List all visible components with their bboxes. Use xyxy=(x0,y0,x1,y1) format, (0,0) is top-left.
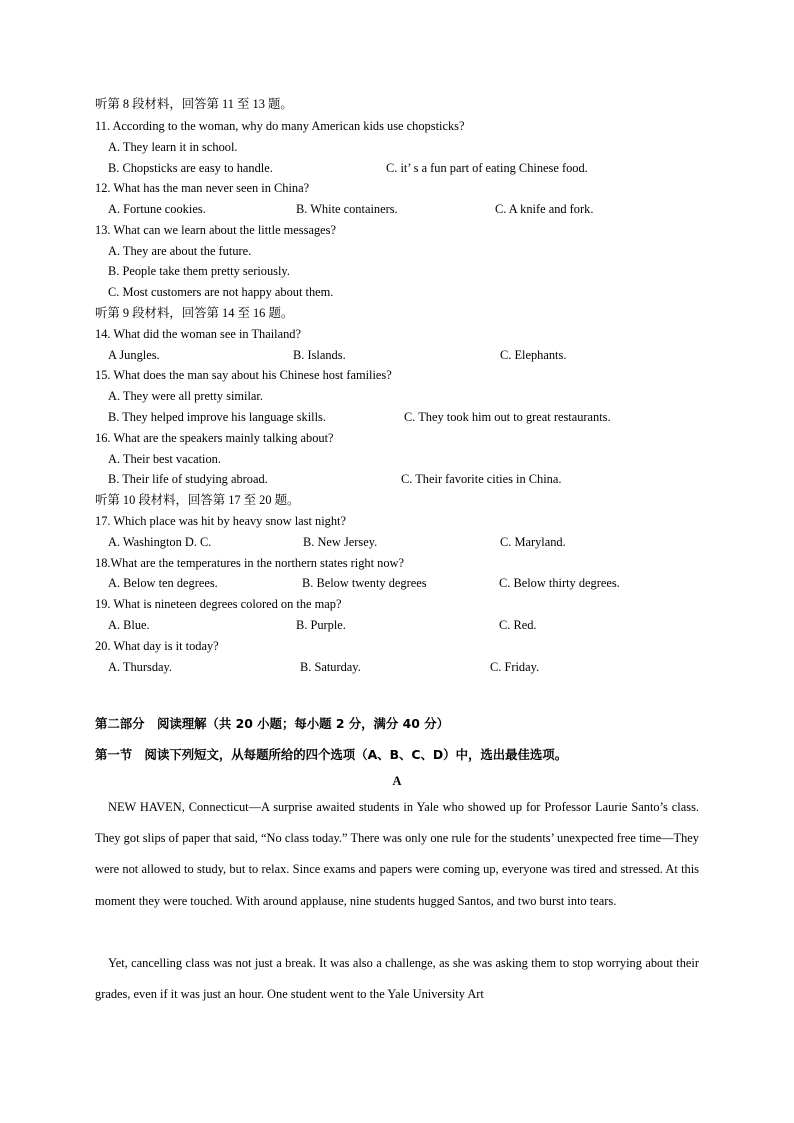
question-13-option-b: B. People take them pretty seriously. xyxy=(108,264,290,278)
question-15-option-a: A. They were all pretty similar. xyxy=(108,389,263,403)
question-11-stem: 11. According to the woman, why do many American kids use chopsticks? xyxy=(95,119,465,133)
section-10-header: 听第 10 段材料，回答第 17 至 20 题。 xyxy=(95,493,300,507)
question-17-option-a: A. Washington D. C. xyxy=(108,535,212,549)
question-16-option-b: B. Their life of studying abroad. xyxy=(108,472,268,486)
question-13-option-a: A. They are about the future. xyxy=(108,244,252,258)
question-11-option-a: A. They learn it in school. xyxy=(108,140,238,154)
question-12-option-a: A. Fortune cookies. xyxy=(108,202,206,216)
question-13-stem: 13. What can we learn about the little messages? xyxy=(95,223,336,237)
passage-paragraph-2-text: Yet, cancelling class was not just a break. It was also a challenge, as she was asking them to stop worrying about their grades, even if it was just an hour. One student went to the Yale University Art xyxy=(95,956,699,1002)
section-8-header: 听第 8 段材料，回答第 11 至 13 题。 xyxy=(95,97,293,111)
question-18-stem: 18.What are the temperatures in the northern states right now? xyxy=(95,556,404,570)
question-12-option-b: B. White containers. xyxy=(296,202,398,216)
question-19-option-a: A. Blue. xyxy=(108,618,150,632)
passage-label: A xyxy=(392,774,402,788)
question-19-stem: 19. What is nineteen degrees colored on the map? xyxy=(95,597,342,611)
question-15-option-b: B. They helped improve his language skills. xyxy=(108,410,326,424)
passage-paragraph-2 xyxy=(95,948,699,1010)
question-12-option-c: C. A knife and fork. xyxy=(495,202,594,216)
question-14-stem: 14. What did the woman see in Thailand? xyxy=(95,327,301,341)
question-20-option-a: A. Thursday. xyxy=(108,660,173,674)
question-13-option-c: C. Most customers are not happy about them. xyxy=(108,285,334,299)
question-20-option-b: B. Saturday. xyxy=(300,660,361,674)
question-18-option-b: B. Below twenty degrees xyxy=(302,576,427,590)
question-11-option-c: C. it’ s a fun part of eating Chinese food. xyxy=(386,161,588,175)
question-12-stem: 12. What has the man never seen in China? xyxy=(95,181,310,195)
question-14-option-a: A Jungles. xyxy=(108,348,160,362)
question-16-stem: 16. What are the speakers mainly talking about? xyxy=(95,431,334,445)
passage-paragraph-1-text: NEW HAVEN, Connecticut—A surprise awaited students in Yale who showed up for Professor Laurie Santo’s class. They got slips of paper that said, “No class today.” There was only one rule for the students’ unexpected free time—They were not allowed to study, but to relax. Since exams and papers were coming up, everyone was tired and stressed. At this moment they were touched. With around applause, nine students hugged Santos, and two burst into tears. xyxy=(95,800,699,908)
question-20-stem: 20. What day is it today? xyxy=(95,639,219,653)
question-14-option-b: B. Islands. xyxy=(293,348,346,362)
section-9-header: 听第 9 段材料，回答第 14 至 16 题。 xyxy=(95,306,294,320)
question-16-option-a: A. Their best vacation. xyxy=(108,452,221,466)
question-20-option-c: C. Friday. xyxy=(490,660,540,674)
reading-section-title: 第一节 阅读下列短文，从每题所给的四个选项（A、B、C、D）中，选出最佳选项。 xyxy=(95,747,568,762)
question-14-option-c: C. Elephants. xyxy=(500,348,567,362)
question-11-option-b: B. Chopsticks are easy to handle. xyxy=(108,161,273,175)
question-18-option-c: C. Below thirty degrees. xyxy=(499,576,620,590)
question-17-option-b: B. New Jersey. xyxy=(303,535,378,549)
question-18-option-a: A. Below ten degrees. xyxy=(108,576,218,590)
question-16-option-c: C. Their favorite cities in China. xyxy=(401,472,562,486)
question-17-option-c: C. Maryland. xyxy=(500,535,566,549)
passage-paragraph-1 xyxy=(95,792,699,917)
question-19-option-b: B. Purple. xyxy=(296,618,346,632)
question-19-option-c: C. Red. xyxy=(499,618,537,632)
reading-part-title: 第二部分 阅读理解（共 20 小题；每小题 2 分，满分 40 分） xyxy=(95,716,449,731)
question-15-stem: 15. What does the man say about his Chinese host families? xyxy=(95,368,392,382)
question-17-stem: 17. Which place was hit by heavy snow last night? xyxy=(95,514,346,528)
question-15-option-c: C. They took him out to great restaurants. xyxy=(404,410,611,424)
